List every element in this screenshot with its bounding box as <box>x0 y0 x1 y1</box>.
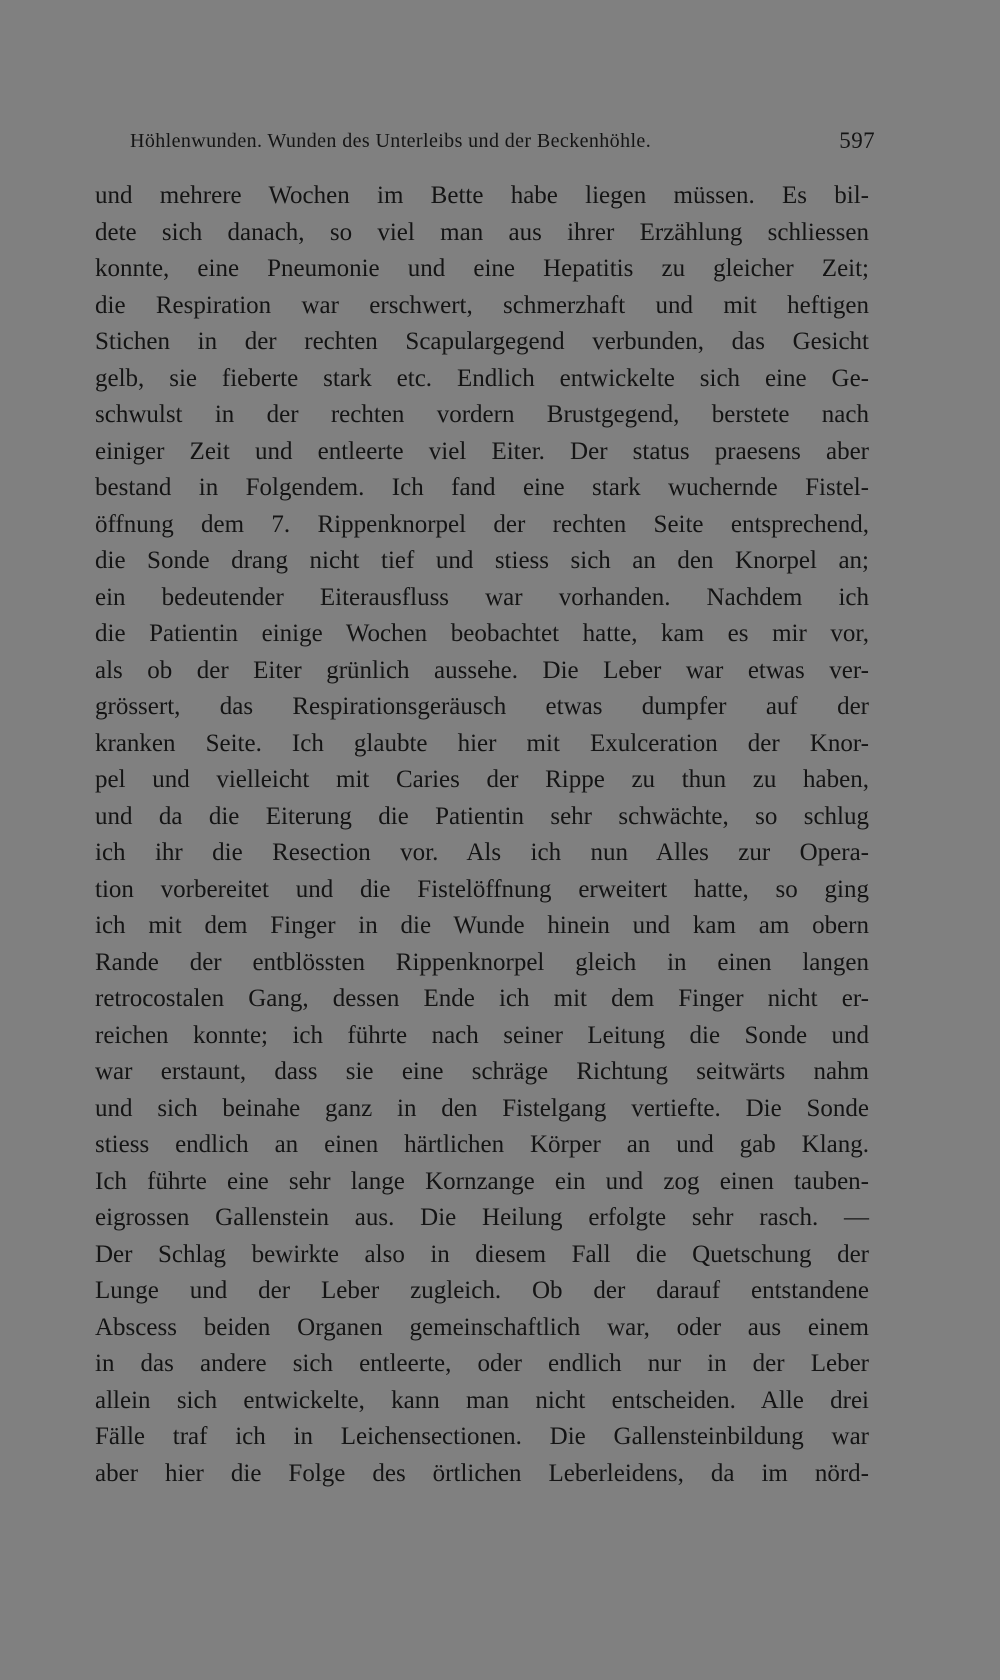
text-line: stiess endlich an einen härtlichen Körper an und gab Klang. <box>95 1131 869 1158</box>
text-line: Stichen in der rechten Scapulargegend verbunden, das Gesicht <box>95 328 869 355</box>
text-line: die Patientin einige Wochen beobachtet hatte, kam es mir vor, <box>95 620 869 647</box>
running-head-title: Höhlenwunden. Wunden des Unterleibs und der Beckenhöhle. <box>130 130 652 152</box>
running-head <box>130 126 875 156</box>
text-line: tion vorbereitet und die Fistelöffnung erweitert hatte, so ging <box>95 875 869 903</box>
text-line: und da die Eiterung die Patientin sehr schwächte, so schlug <box>95 802 869 830</box>
text-line: die Respiration war erschwert, schmerzhaft und mit heftigen <box>95 291 869 319</box>
text-line: war erstaunt, dass sie eine schräge Richtung seitwärts nahm <box>95 1058 869 1085</box>
text-line: gelb, sie fieberte stark etc. Endlich entwickelte sich eine Ge- <box>95 364 869 392</box>
text-line: und mehrere Wochen im Bette habe liegen müssen. Es bil- <box>95 182 869 209</box>
text-line: Fälle traf ich in Leichensectionen. Die Gallensteinbildung war <box>95 1423 869 1450</box>
text-line: bestand in Folgendem. Ich fand eine stark wuchernde Fistel- <box>95 474 869 501</box>
text-line: aber hier die Folge des örtlichen Leberleidens, da im nörd- <box>95 1459 869 1487</box>
text-line: schwulst in der rechten vordern Brustgegend, berstete nach <box>95 401 869 428</box>
text-line: Der Schlag bewirkte also in diesem Fall die Quetschung der <box>95 1240 869 1268</box>
text-line: ich ihr die Resection vor. Als ich nun Alles zur Opera- <box>95 839 869 866</box>
text-line: einiger Zeit und entleerte viel Eiter. Der status praesens aber <box>95 437 869 465</box>
text-line: kranken Seite. Ich glaubte hier mit Exulceration der Knor- <box>95 729 869 757</box>
text-line: allein sich entwickelte, kann man nicht entscheiden. Alle drei <box>95 1386 869 1414</box>
text-line: als ob der Eiter grünlich aussehe. Die Leber war etwas ver- <box>95 656 869 684</box>
text-line: ein bedeutender Eiterausfluss war vorhanden. Nachdem ich <box>95 583 869 611</box>
text-line: ich mit dem Finger in die Wunde hinein und kam am obern <box>95 912 869 939</box>
page-number: 597 <box>839 128 875 153</box>
text-line: retrocostalen Gang, dessen Ende ich mit dem Finger nicht er- <box>95 985 869 1012</box>
text-line: pel und vielleicht mit Caries der Rippe zu thun zu haben, <box>95 766 869 793</box>
text-line: Abscess beiden Organen gemeinschaftlich war, oder aus einem <box>95 1313 869 1341</box>
text-line: eigrossen Gallenstein aus. Die Heilung erfolgte sehr rasch. — <box>95 1204 869 1231</box>
body-text <box>95 178 869 1492</box>
text-line: reichen konnte; ich führte nach seiner Leitung die Sonde und <box>95 1021 869 1049</box>
text-line: Rande der entblössten Rippenknorpel gleich in einen langen <box>95 948 869 976</box>
text-line: in das andere sich entleerte, oder endlich nur in der Leber <box>95 1350 869 1377</box>
text-line: grössert, das Respirationsgeräusch etwas dumpfer auf der <box>95 693 869 720</box>
text-line: Ich führte eine sehr lange Kornzange ein und zog einen tauben- <box>95 1167 869 1195</box>
text-line: und sich beinahe ganz in den Fistelgang vertiefte. Die Sonde <box>95 1094 869 1122</box>
text-line: die Sonde drang nicht tief und stiess sich an den Knorpel an; <box>95 547 869 574</box>
text-line: Lunge und der Leber zugleich. Ob der darauf entstandene <box>95 1277 869 1304</box>
text-line: konnte, eine Pneumonie und eine Hepatitis zu gleicher Zeit; <box>95 255 869 282</box>
text-line: dete sich danach, so viel man aus ihrer Erzählung schliessen <box>95 218 869 246</box>
text-line: öffnung dem 7. Rippenknorpel der rechten Seite entsprechend, <box>95 510 869 538</box>
